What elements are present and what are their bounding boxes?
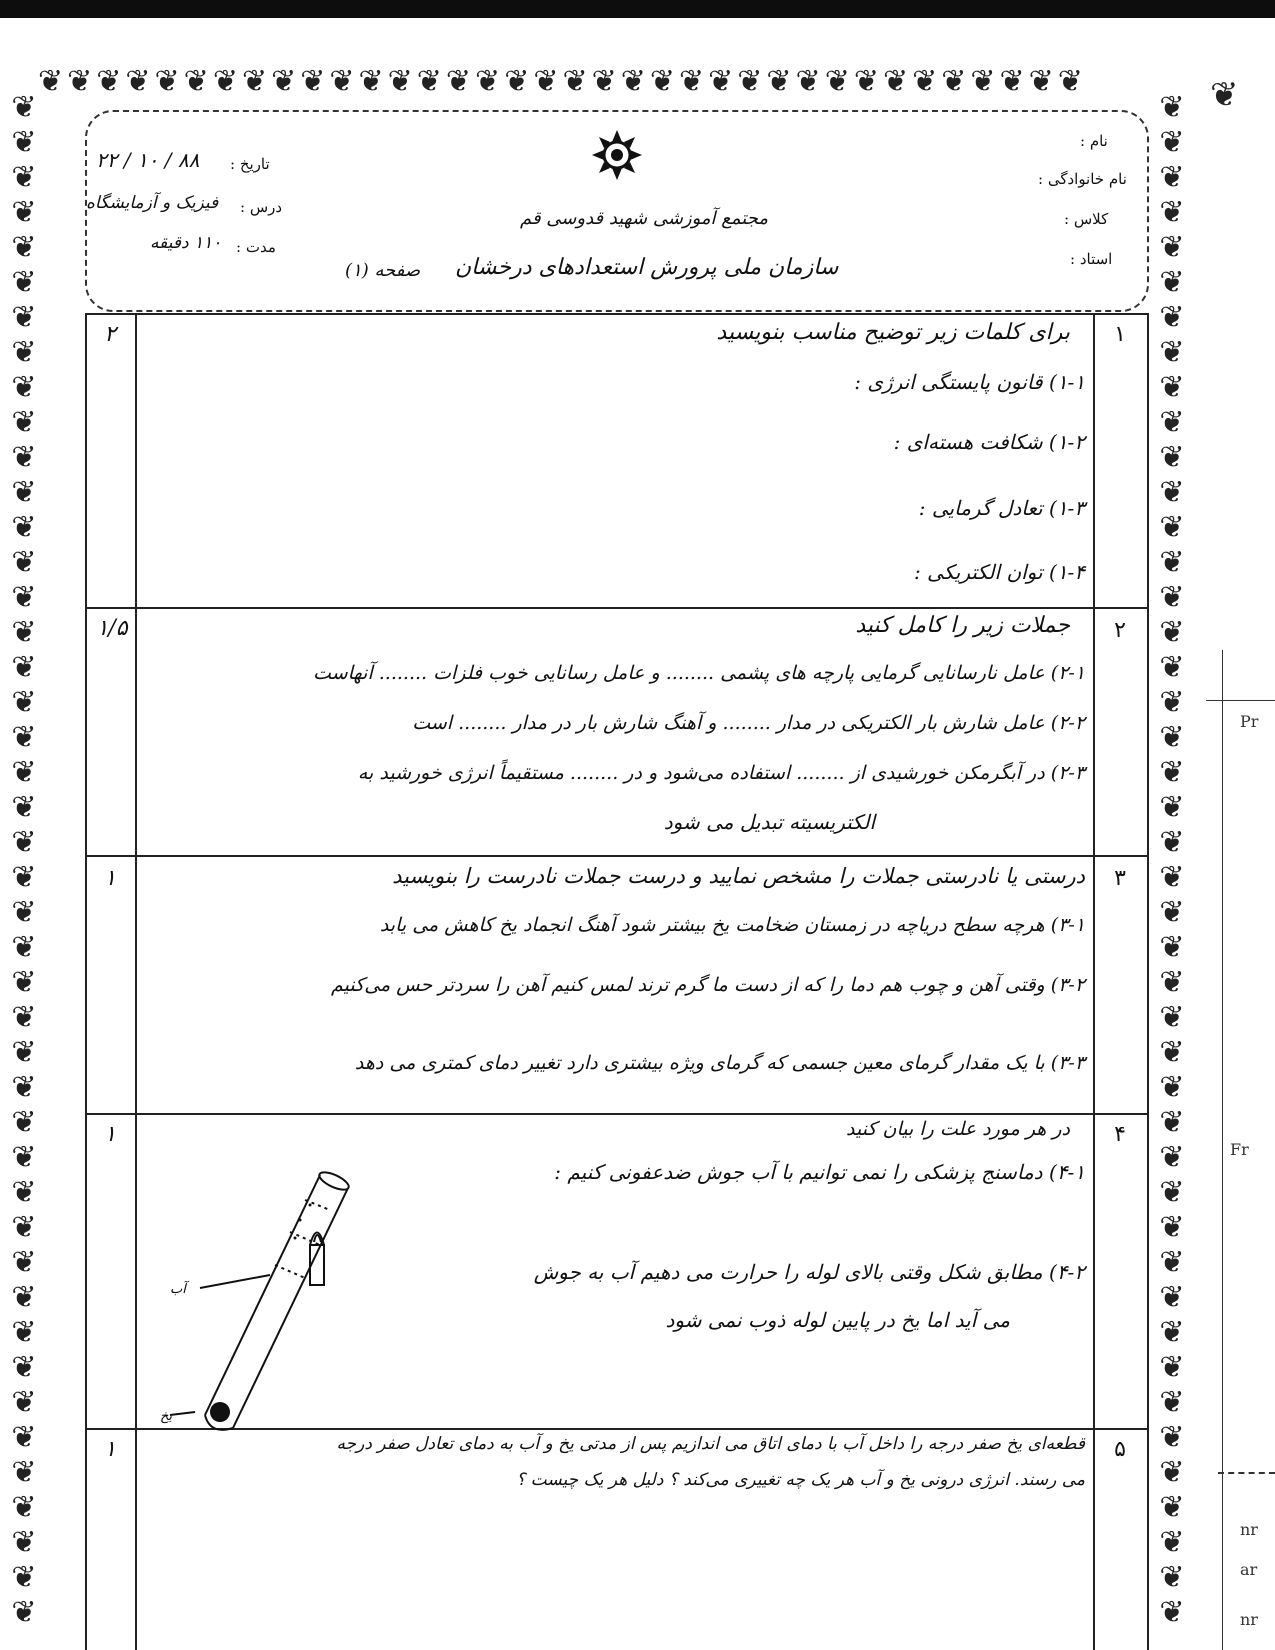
question-item: الکتریسیته تبدیل می شود xyxy=(663,810,875,834)
date-value: ۸۸ / ۱۰ / ۲۲ xyxy=(96,148,200,172)
number-column-divider xyxy=(1093,313,1095,1650)
question-score: ۱/۵ xyxy=(96,616,128,641)
date-label: تاریخ : xyxy=(230,155,270,173)
class-label: کلاس : xyxy=(1064,210,1109,228)
right-margin-mark: nr xyxy=(1240,1520,1258,1539)
question-prompt: جملات زیر را کامل کنید xyxy=(855,613,1070,638)
question-item: می آید اما یخ در پایین لوله ذوب نمی شود xyxy=(665,1308,1010,1332)
decorative-border-right: ❦ ❦ ❦ ❦ ❦ ❦ ❦ ❦ ❦ ❦ ❦ ❦ ❦ ❦ ❦ ❦ ❦ ❦ ❦ ❦ ❦ ❦ ❦ ❦ ❦ ❦ ❦ ❦ ❦ ❦ ❦ ❦ ❦ ❦ ❦ ❦ ❦ ❦ ❦ ❦ ❦ ❦ ❦ ❦ xyxy=(1159,90,1185,1630)
right-margin-mark: nr xyxy=(1240,1610,1258,1629)
question-number: ۱ xyxy=(1114,322,1126,347)
question-score: ۱ xyxy=(104,1437,116,1462)
family-label: نام خانوادگی : xyxy=(1038,170,1127,188)
question-item: ۳-۱) هرچه سطح دریاچه در زمستان ضخامت یخ بیشتر شود آهنگ انجماد یخ کاهش می یابد xyxy=(379,914,1085,936)
table-top-rule xyxy=(85,313,1147,315)
question-number: ۳ xyxy=(1114,866,1126,891)
row-divider xyxy=(85,607,1147,609)
question-number: ۲ xyxy=(1114,618,1126,643)
question-score: ۱ xyxy=(104,1122,116,1147)
row-divider xyxy=(85,1113,1147,1115)
corner-ornament: ❦ xyxy=(1210,75,1239,115)
teacher-label: استاد : xyxy=(1070,250,1113,268)
question-prompt: برای کلمات زیر توضیح مناسب بنویسید xyxy=(716,320,1070,345)
question-item: ۴-۱) دماسنج پزشکی را نمی توانیم با آب جوش ضدعفونی کنیم : xyxy=(554,1160,1085,1184)
school-name: مجتمع آموزشی شهید قدوسی قم xyxy=(520,208,768,229)
duration-label: مدت : xyxy=(236,238,276,256)
question-prompt: درستی یا نادرستی جملات را مشخص نمایید و درست جملات نادرست را بنویسید xyxy=(392,864,1085,888)
question-item: ۱-۳) تعادل گرمایی : xyxy=(918,496,1085,520)
row-divider xyxy=(85,855,1147,857)
question-item: ۳-۳) با یک مقدار گرمای معین جسمی که گرمای ویژه بیشتری دارد تغییر دمای کمتری می دهد xyxy=(354,1052,1085,1074)
question-item: ۴-۲) مطابق شکل وقتی بالای لوله را حرارت می دهیم آب به جوش xyxy=(533,1260,1085,1284)
right-margin-mark: Pr xyxy=(1240,712,1259,731)
top-scan-bar xyxy=(0,0,1275,18)
question-item: ۲-۲) عامل شارش بار الکتریکی در مدار ........ و آهنگ شارش بار در مدار ........ است xyxy=(412,712,1085,734)
right-margin-mark: ar xyxy=(1240,1560,1258,1579)
subject-label: درس : xyxy=(240,198,283,216)
water-label: آب xyxy=(170,1282,186,1297)
right-margin-dash xyxy=(1218,1472,1275,1474)
question-number: ۴ xyxy=(1114,1122,1126,1147)
duration-value: ۱۱۰ دقیقه xyxy=(150,233,222,253)
score-column-divider xyxy=(135,313,137,1650)
right-margin-tick xyxy=(1206,700,1275,701)
school-emblem-icon xyxy=(590,128,644,182)
question-item: ۱-۱) قانون پایستگی انرژی : xyxy=(854,370,1085,394)
right-margin-line xyxy=(1222,650,1224,1650)
subject-value: فیزیک و آزمایشگاه xyxy=(86,193,219,213)
page-number: صفحه (۱) xyxy=(345,260,421,281)
question-item: ۲-۳) در آبگرمکن خورشیدی از ........ استفاده می‌شود و در ........ مستقیماً انرژی خورشید به xyxy=(357,762,1085,784)
decorative-border-top: ❦❦❦❦❦❦❦❦❦❦❦❦❦❦❦❦❦❦❦❦❦❦❦❦❦❦❦❦❦❦❦❦❦❦❦❦ xyxy=(38,64,1087,99)
ice-label: یخ xyxy=(160,1409,173,1424)
test-tube-figure xyxy=(160,1150,530,1440)
right-margin-mark: Fr xyxy=(1230,1140,1249,1159)
question-item: ۱-۲) شکافت هسته‌ای : xyxy=(893,430,1085,454)
organization-name: سازمان ملی پرورش استعدادهای درخشان xyxy=(455,255,839,280)
question-number: ۵ xyxy=(1114,1437,1126,1462)
question-item: ۳-۲) وقتی آهن و چوب هم دما را که از دست ما گرم ترند لمس کنیم آهن را سردتر حس می‌کنیم xyxy=(331,974,1085,996)
decorative-border-left: ❦ ❦ ❦ ❦ ❦ ❦ ❦ ❦ ❦ ❦ ❦ ❦ ❦ ❦ ❦ ❦ ❦ ❦ ❦ ❦ ❦ ❦ ❦ ❦ ❦ ❦ ❦ ❦ ❦ ❦ ❦ ❦ ❦ ❦ ❦ ❦ ❦ ❦ ❦ ❦ ❦ ❦ ❦ ❦ xyxy=(11,90,37,1630)
question-item: ۲-۱) عامل نارسانایی گرمایی پارچه های پشمی ........ و عامل رسانایی خوب فلزات ........ آنهاست xyxy=(313,662,1085,684)
question-score: ۲ xyxy=(104,322,116,347)
question-prompt: قطعه‌ای یخ صفر درجه را داخل آب با دمای اتاق می اندازیم پس از مدتی یخ و آب به دمای تعادل صفر درجه xyxy=(336,1434,1085,1454)
question-prompt: در هر مورد علت را بیان کنید xyxy=(846,1118,1070,1140)
question-item: می رسند. انرژی درونی یخ و آب هر یک چه تغییری می‌کند ؟ دلیل هر یک چیست ؟ xyxy=(516,1470,1085,1490)
question-item: ۱-۴) توان الکتریکی : xyxy=(913,560,1085,584)
question-score: ۱ xyxy=(104,866,116,891)
name-label: نام : xyxy=(1080,132,1108,150)
